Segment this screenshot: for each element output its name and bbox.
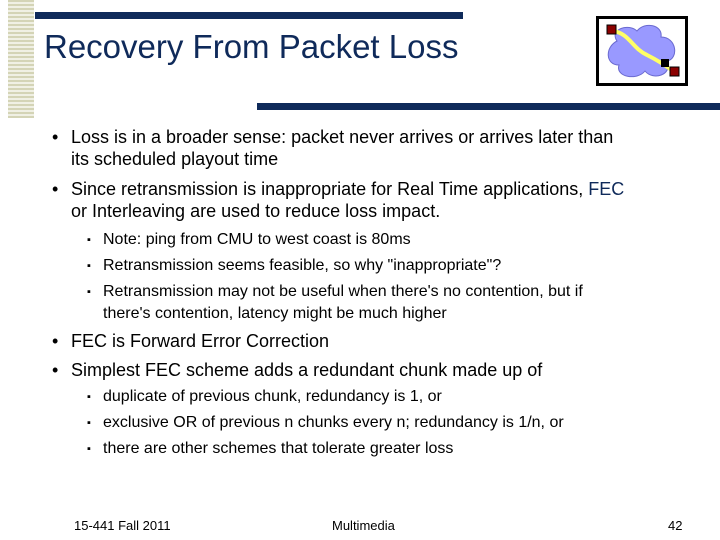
sub-bullet-item <box>87 412 564 434</box>
sub-bullet-text-line: there's contention, latency might be much higher <box>103 305 447 322</box>
sub-bullet-item <box>87 438 454 460</box>
footer-topic: Multimedia <box>332 518 395 533</box>
bullet-marker: • <box>52 331 59 351</box>
sub-bullet-item <box>87 281 583 325</box>
sub-bullet-marker: ▪ <box>87 234 91 246</box>
bullet-text-line: its scheduled playout time <box>71 149 279 169</box>
sub-bullet-marker: ▪ <box>87 443 91 455</box>
bullet-text-line: Loss is in a broader sense: packet never arrives or arrives later than <box>71 127 614 147</box>
sub-bullet-item <box>87 386 442 408</box>
sub-bullet-item <box>87 255 502 277</box>
bullet-text-line: or Interleaving are used to reduce loss impact. <box>71 201 441 221</box>
bullet-marker: • <box>52 360 59 380</box>
sub-bullet-text-line: duplicate of previous chunk, redundancy is 1, or <box>103 388 442 405</box>
bullet-item <box>52 126 614 170</box>
sub-bullet-marker: ▪ <box>87 260 91 272</box>
sub-bullet-text-line: exclusive OR of previous n chunks every n; redundancy is 1/n, or <box>103 414 564 431</box>
sub-bullet-item <box>87 229 411 251</box>
network-cloud-icon-graphic <box>599 19 685 83</box>
bullet-item <box>52 359 543 381</box>
decorative-stripe-bar <box>8 0 34 118</box>
bullet-text-line: Simplest FEC scheme adds a redundant chunk made up of <box>71 360 543 380</box>
fec-highlight: FEC <box>588 179 625 199</box>
bullet-item <box>52 330 330 352</box>
footer-course: 15-441 Fall 2011 <box>74 518 171 533</box>
bullet-text-line: FEC is Forward Error Correction <box>71 331 330 351</box>
sub-bullet-text-line: Note: ping from CMU to west coast is 80ms <box>103 231 411 248</box>
title-underline-bar <box>257 103 720 110</box>
bullet-text-line <box>71 178 624 200</box>
top-accent-bar <box>35 12 463 19</box>
sub-bullet-marker: ▪ <box>87 417 91 429</box>
bullet-text-fragment: Since retransmission is inappropriate for Real Time applications, <box>71 179 589 199</box>
page-number: 42 <box>668 518 683 533</box>
slide-title: Recovery From Packet Loss <box>44 28 459 65</box>
sub-bullet-marker: ▪ <box>87 286 91 298</box>
bullet-item <box>52 178 625 222</box>
sub-bullet-text-line: Retransmission may not be useful when there's no contention, but if <box>103 283 583 300</box>
bullet-marker: • <box>52 179 59 199</box>
network-cloud-icon <box>596 16 688 86</box>
bullet-marker: • <box>52 127 59 147</box>
sub-bullet-text-line: Retransmission seems feasible, so why "inappropriate"? <box>103 257 502 274</box>
sub-bullet-text-line: there are other schemes that tolerate greater loss <box>103 440 454 457</box>
sub-bullet-marker: ▪ <box>87 391 91 403</box>
